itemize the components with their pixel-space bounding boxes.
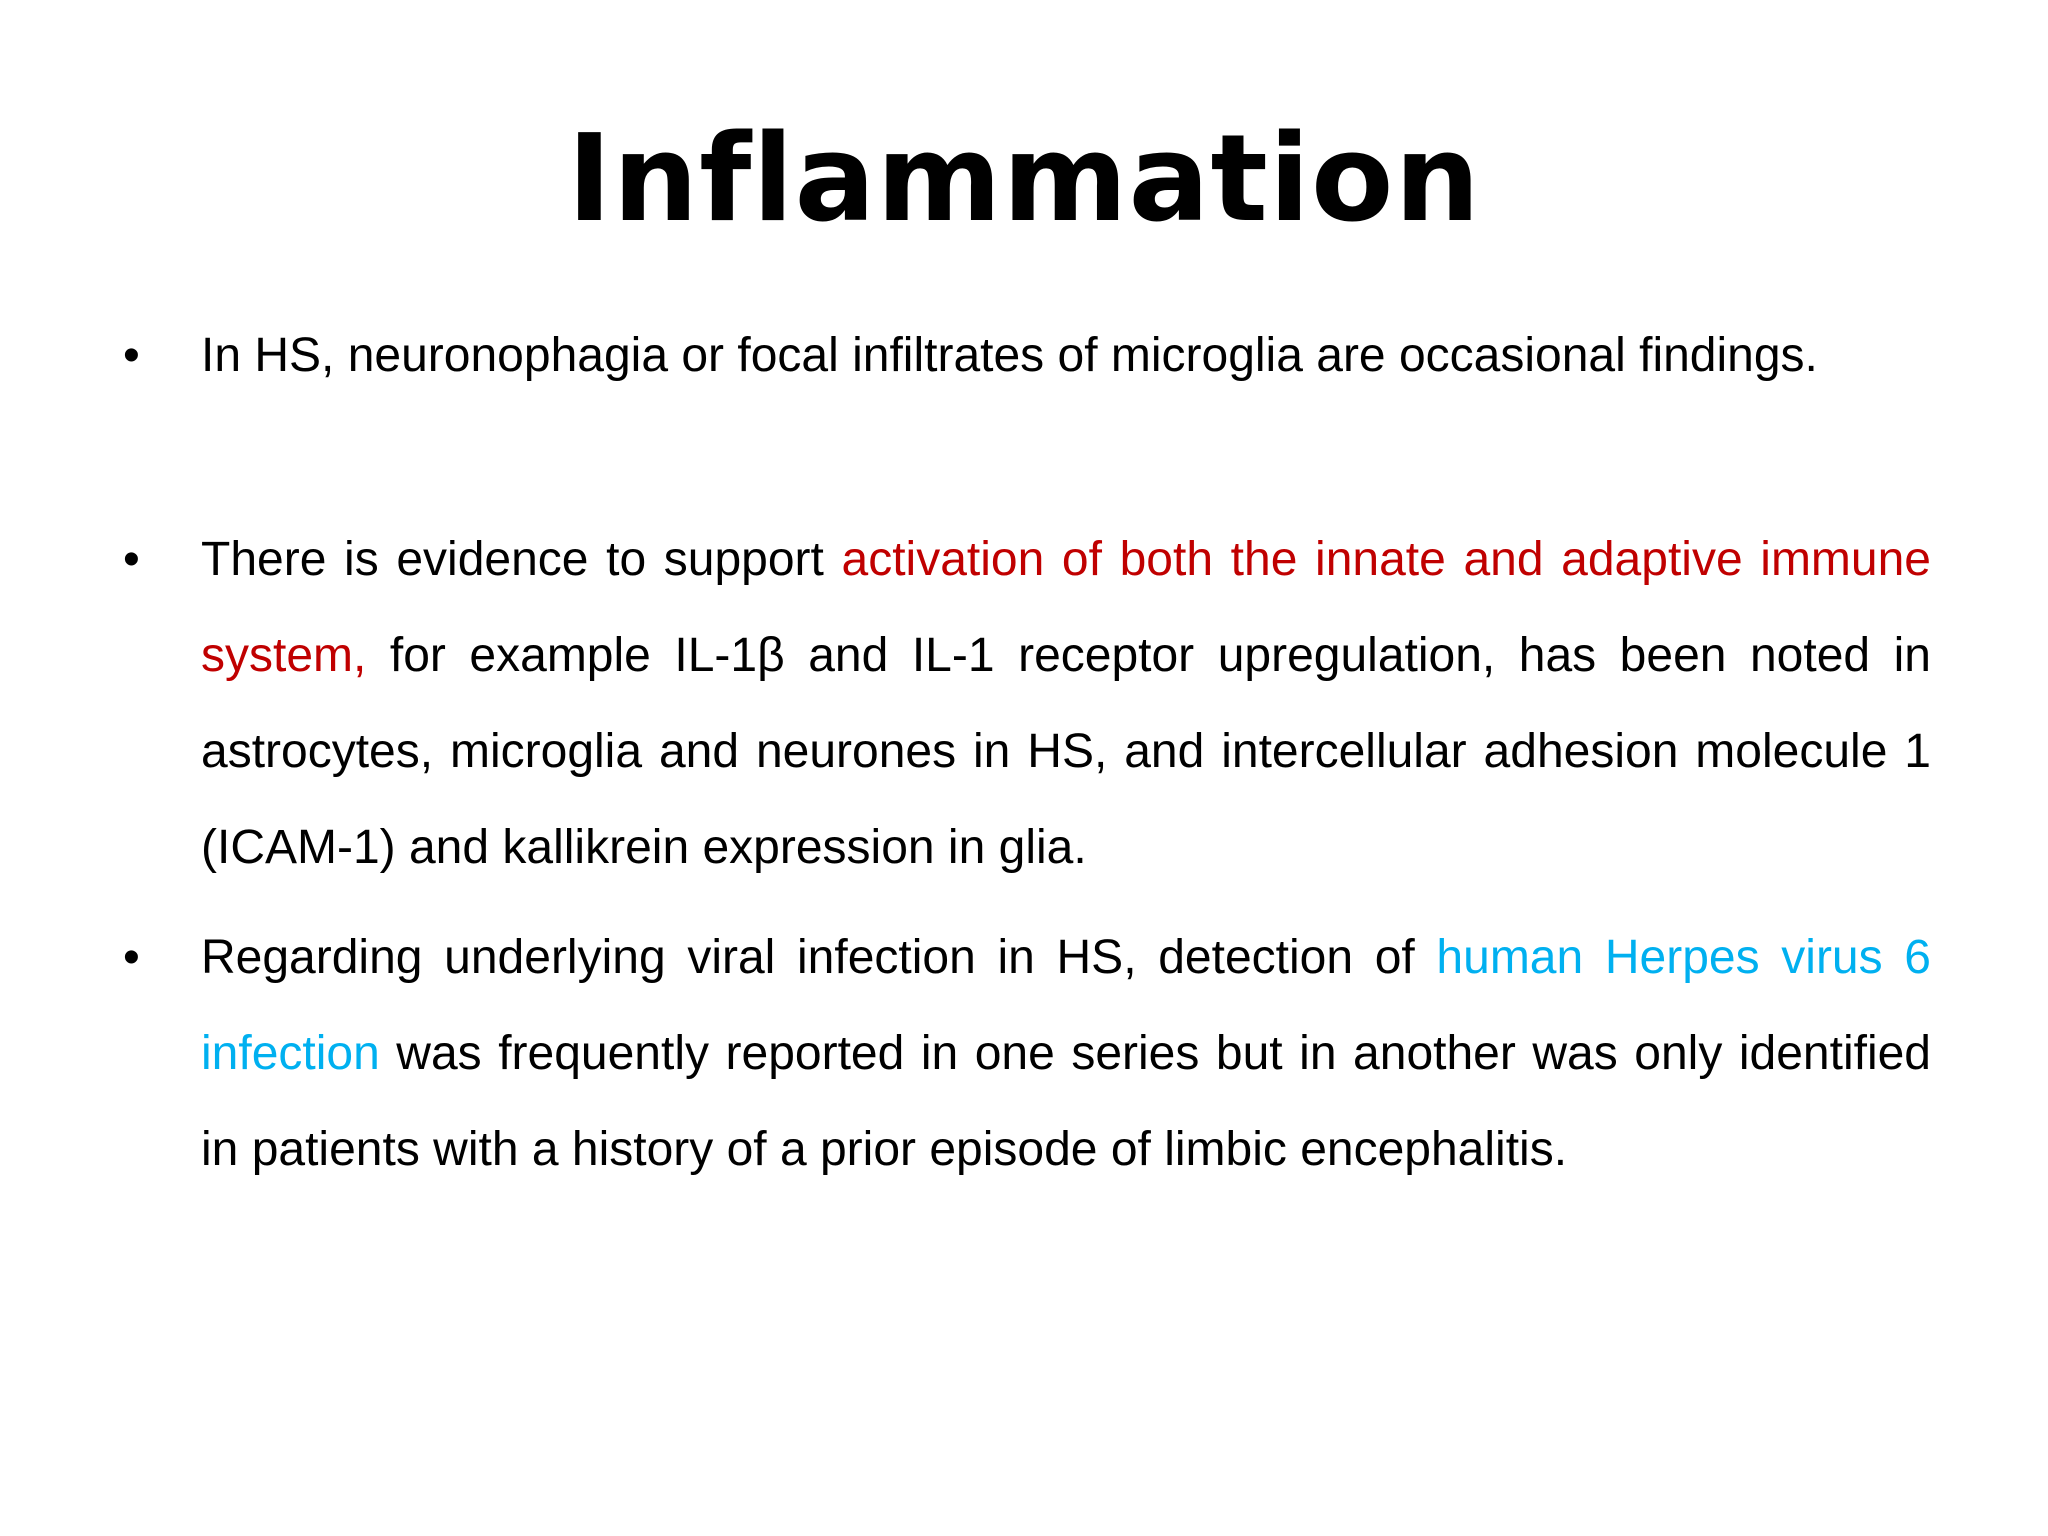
bullet-text: In HS, neuronophagia or focal infiltrates of microglia are occasional findings.	[201, 329, 1818, 382]
highlight-immune-system: activation of both the innate and adaptive immune system,	[201, 533, 1931, 682]
bullet-item-immune-activation	[201, 512, 1931, 896]
bullet-item-viral-infection	[201, 910, 1931, 1198]
bullet-text-after: was frequently reported in one series but in another was only identified in patients with a history of a prior episode of limbic encephalitis.	[201, 1027, 1931, 1176]
bullet-text-before: There is evidence to support	[201, 533, 842, 586]
slide-title: Inflammation	[567, 110, 1481, 249]
highlight-herpes-virus: human Herpes virus 6 infection	[201, 931, 1931, 1080]
bullet-item-hs-findings	[201, 308, 1931, 404]
bullet-text-before: Regarding underlying viral infection in HS, detection of	[201, 931, 1437, 984]
bullet-text-after: for example IL-1β and IL-1 receptor upregulation, has been noted in astrocytes, microglia and neurones in HS, and intercellular adhesion molecule 1 (ICAM-1) and kallikrein expression in glia.	[201, 629, 1931, 874]
